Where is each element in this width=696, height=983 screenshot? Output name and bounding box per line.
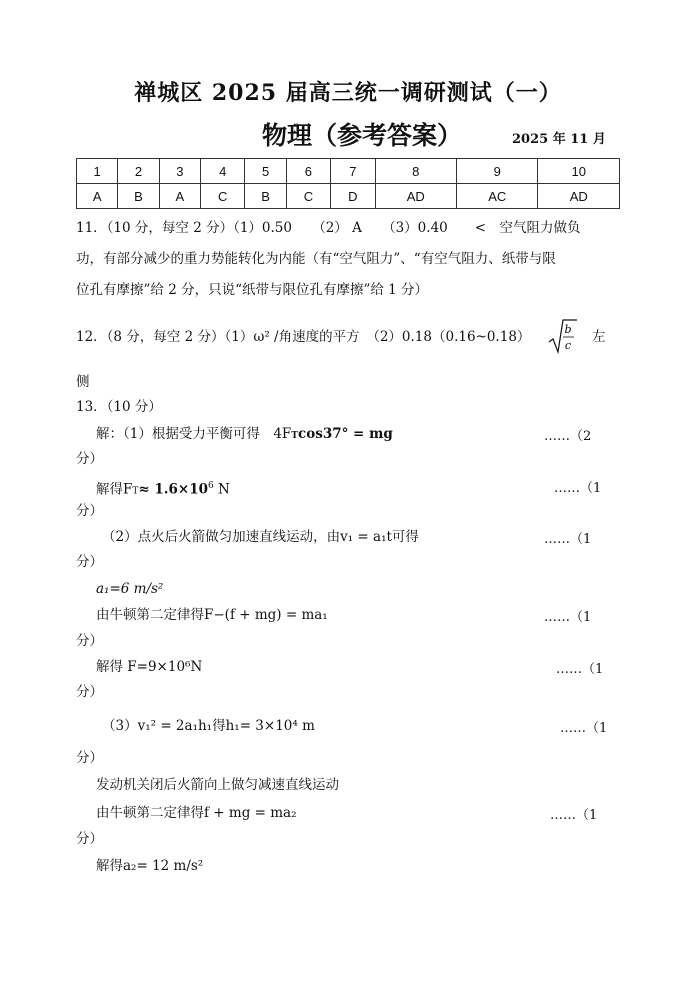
answer-cell: C bbox=[286, 184, 330, 209]
question-number: 2 bbox=[118, 159, 159, 184]
q11-line-1: 11．（10 分，每空 2 分）（1）0.50 （2） A （3）0.40 < 空气阻力做负 bbox=[76, 220, 581, 236]
question-number: 8 bbox=[375, 159, 456, 184]
answer-table bbox=[76, 158, 620, 209]
q12-tail-2: 侧 bbox=[76, 374, 90, 390]
question-number: 6 bbox=[286, 159, 330, 184]
q13-step-6: 解得 F=9×10⁶N bbox=[96, 659, 203, 675]
q13-step-5: 由牛顿第二定律得F−(f + mg) = ma₁ bbox=[96, 607, 328, 623]
answer-cell: B bbox=[118, 184, 159, 209]
score-mark: ……（1 bbox=[550, 808, 598, 823]
answer-cell: AC bbox=[457, 184, 538, 209]
page-subtitle: 物理（参考答案） bbox=[262, 121, 463, 150]
score-mark-fen: 分） bbox=[76, 633, 103, 649]
q13-step-1 bbox=[96, 424, 393, 446]
q13-step-2 bbox=[96, 476, 230, 502]
question-number: 4 bbox=[200, 159, 244, 184]
answer-table-number-row bbox=[77, 159, 620, 184]
score-mark-fen: 分） bbox=[76, 750, 103, 766]
question-number: 10 bbox=[538, 159, 620, 184]
answer-cell: B bbox=[245, 184, 286, 209]
question-number: 5 bbox=[245, 159, 286, 184]
q13-step-2-unit: N bbox=[218, 481, 230, 498]
q13-step-1-sub: T bbox=[291, 431, 298, 441]
q13-step-2-sup: 6 bbox=[208, 481, 214, 491]
answer-cell: AD bbox=[375, 184, 456, 209]
q13-step-1-rest: cos37° = mg bbox=[298, 426, 393, 442]
score-mark-fen: 分） bbox=[76, 831, 103, 847]
q13-step-3: （2）点火后火箭做匀加速直线运动，由v₁ = a₁t可得 bbox=[102, 529, 419, 545]
q12-line-1: 12．（8 分，每空 2 分）（1）ω² /角速度的平方 （2）0.18（0.16~0.18） bbox=[76, 329, 531, 345]
score-mark: ……（1 bbox=[544, 610, 592, 625]
answer-cell: A bbox=[77, 184, 118, 209]
score-mark-fen: 分） bbox=[76, 554, 103, 570]
answer-table-answer-row bbox=[77, 184, 620, 209]
score-mark: ……（1 bbox=[560, 721, 608, 736]
q13-step-2-rest: ≈ 1.6×10 bbox=[138, 481, 208, 498]
score-mark: ……（1 bbox=[544, 532, 592, 547]
q13-head: 13．（10 分） bbox=[76, 399, 162, 415]
question-number: 9 bbox=[457, 159, 538, 184]
q12-tail-1: 左 bbox=[592, 329, 606, 345]
q13-step-2-text: 解得F bbox=[96, 481, 133, 498]
q13-step-1-text: 解：（1）根据受力平衡可得 4F bbox=[96, 426, 292, 442]
score-mark: ……（1 bbox=[554, 481, 602, 496]
question-number: 7 bbox=[331, 159, 375, 184]
answer-cell: D bbox=[331, 184, 375, 209]
answer-cell: C bbox=[200, 184, 244, 209]
answer-cell: A bbox=[159, 184, 200, 209]
page-title: 禅城区 2025 届高三统一调研测试（一） bbox=[134, 80, 562, 106]
score-mark: ……（1 bbox=[556, 662, 604, 677]
exam-date: 2025 年 11 月 bbox=[512, 132, 606, 147]
q13-step-4: a₁=6 m/s² bbox=[96, 581, 164, 597]
score-mark-fen: 分） bbox=[76, 451, 103, 467]
q13-step-8: 发动机关闭后火箭向上做匀减速直线运动 bbox=[96, 777, 339, 793]
q13-step-7: （3）v₁² = 2a₁h₁得h₁= 3×10⁴ m bbox=[102, 718, 315, 734]
q13-step-2-sub: T bbox=[132, 486, 139, 497]
sqrt-b-over-c bbox=[548, 318, 578, 356]
score-mark: ……（2 bbox=[544, 429, 592, 444]
sqrt-denominator: c bbox=[564, 339, 572, 352]
score-mark-fen: 分） bbox=[76, 684, 103, 700]
q13-step-9: 由牛顿第二定律得f + mg = ma₂ bbox=[96, 805, 297, 821]
q13-step-10: 解得a₂= 12 m/s² bbox=[96, 858, 204, 874]
question-number: 1 bbox=[77, 159, 118, 184]
question-number: 3 bbox=[159, 159, 200, 184]
q11-line-2: 功，有部分减少的重力势能转化为内能（有“空气阻力”、“有空气阻力、纸带与限 bbox=[76, 251, 556, 267]
score-mark-fen: 分） bbox=[76, 503, 103, 519]
answer-cell: AD bbox=[538, 184, 620, 209]
q11-line-3: 位孔有摩擦”给 2 分，只说“纸带与限位孔有摩擦”给 1 分） bbox=[76, 282, 429, 298]
sqrt-numerator: b bbox=[564, 323, 572, 336]
